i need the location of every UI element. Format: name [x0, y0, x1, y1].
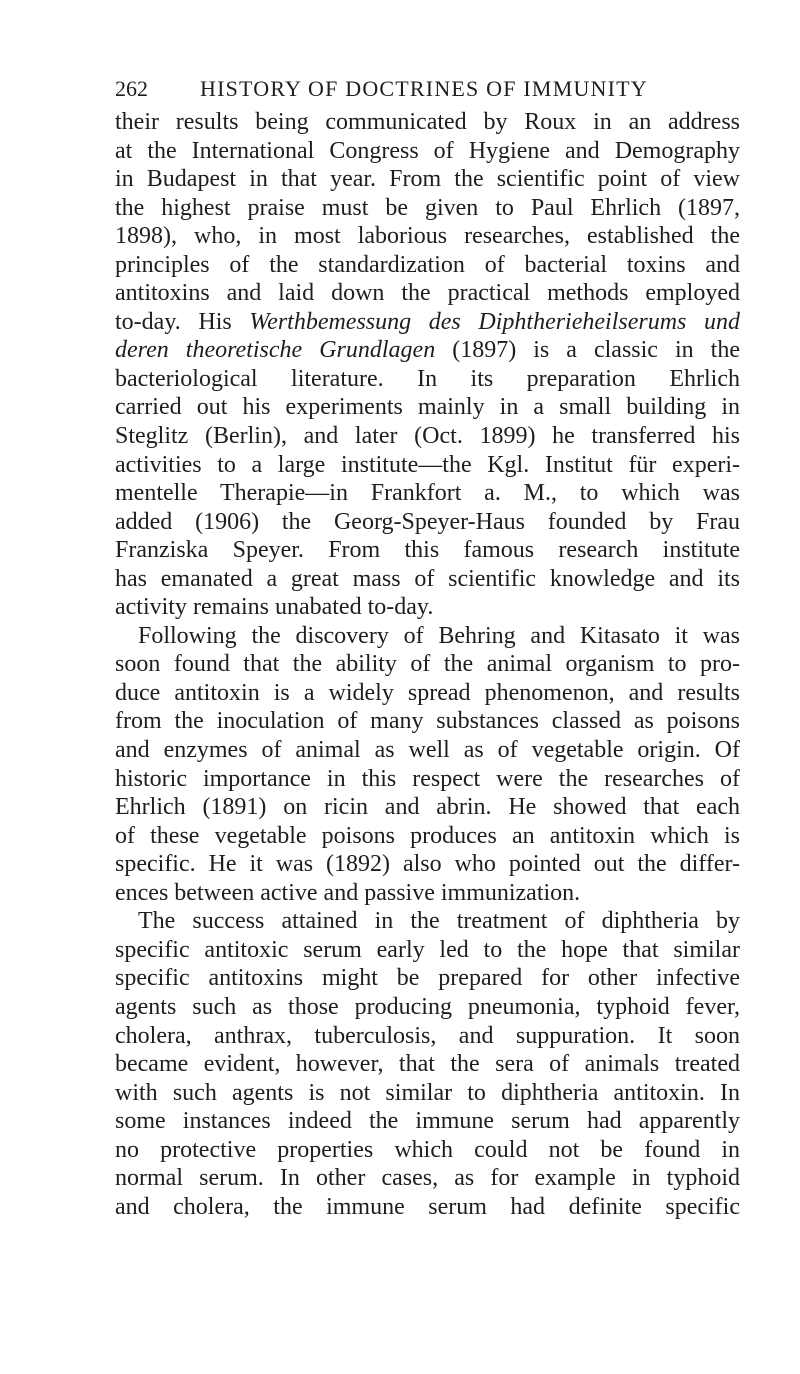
text-line: no protective properties which could not be found in	[115, 1136, 740, 1163]
text-line: Franziska Speyer. From this famous research institute	[115, 537, 740, 564]
text-line: became evident, however, that the sera of animals treated	[115, 1051, 740, 1078]
running-head	[115, 73, 735, 105]
text-line: Steglitz (Berlin), and later (Oct. 1899) he transferred his	[115, 423, 740, 450]
text-line: their results being communicated by Roux in an address	[115, 109, 740, 135]
text-line: principles of the standardization of bacterial toxins and	[115, 251, 740, 278]
italic-title: deren theoretische Grundlagen	[115, 337, 436, 364]
page-number: 262	[115, 76, 148, 101]
text-line: agents such as those producing pneumonia, typhoid fever,	[115, 993, 740, 1020]
text-line: added (1906) the Georg-Speyer-Haus founded by Frau	[115, 508, 740, 535]
text-segment: to-day. His	[115, 308, 232, 335]
text-line: historic importance in this respect were the researches of	[115, 765, 740, 792]
text-line: carried out his experiments mainly in a small building in	[115, 394, 740, 421]
text-line	[115, 308, 740, 337]
text-line: soon found that the ability of the animal organism to pro-	[115, 651, 740, 678]
text-line: with such agents is not similar to diphtheria antitoxin. In	[115, 1079, 740, 1106]
text-line: of these vegetable poisons produces an antitoxin which is	[115, 822, 740, 849]
text-line: cholera, anthrax, tuberculosis, and suppuration. It soon	[115, 1022, 740, 1049]
text-line: 1898), who, in most laborious researches, established the	[115, 223, 740, 250]
italic-title: Werthbemessung des Diphtherieheilserums und	[249, 308, 741, 335]
text-line: and enzymes of animal as well as of vegetable origin. Of	[115, 737, 740, 764]
text-line: has emanated a great mass of scientific knowledge and its	[115, 565, 740, 592]
text-line: The success attained in the treatment of diphtheria by	[138, 908, 740, 935]
text-segment: (1897) is a classic in the	[452, 337, 741, 364]
text-line: in Budapest in that year. From the scientific point of view	[115, 166, 740, 193]
text-line: normal serum. In other cases, as for example in typhoid	[115, 1165, 740, 1192]
body-text	[115, 108, 740, 1221]
text-line: ences between active and passive immunization.	[115, 879, 581, 906]
text-line: from the inoculation of many substances classed as poisons	[115, 708, 740, 735]
text-line: activities to a large institute—the Kgl. Institut für experi-	[115, 451, 740, 478]
text-line: bacteriological literature. In its preparation Ehrlich	[115, 365, 740, 392]
text-line: antitoxins and laid down the practical methods employed	[115, 280, 740, 307]
text-line: some instances indeed the immune serum had apparently	[115, 1108, 740, 1135]
text-line	[115, 336, 740, 365]
text-line: and cholera, the immune serum had definite specific	[115, 1193, 740, 1220]
text-line: specific antitoxins might be prepared for other infective	[115, 965, 740, 992]
text-line: activity remains unabated to-day.	[115, 594, 434, 621]
text-line: specific. He it was (1892) also who pointed out the differ-	[115, 851, 740, 878]
text-line: Ehrlich (1891) on ricin and abrin. He showed that each	[115, 794, 740, 821]
text-line: at the International Congress of Hygiene and Demography	[115, 137, 740, 164]
text-line: the highest praise must be given to Paul Ehrlich (1897,	[115, 194, 740, 221]
running-title: HISTORY OF DOCTRINES OF IMMUNITY	[200, 76, 648, 101]
text-line: duce antitoxin is a widely spread phenomenon, and results	[115, 679, 740, 706]
text-line: Following the discovery of Behring and Kitasato it was	[138, 622, 740, 649]
text-line: mentelle Therapie—in Frankfort a. M., to which was	[115, 480, 740, 507]
text-line: specific antitoxic serum early led to the hope that similar	[115, 936, 740, 963]
